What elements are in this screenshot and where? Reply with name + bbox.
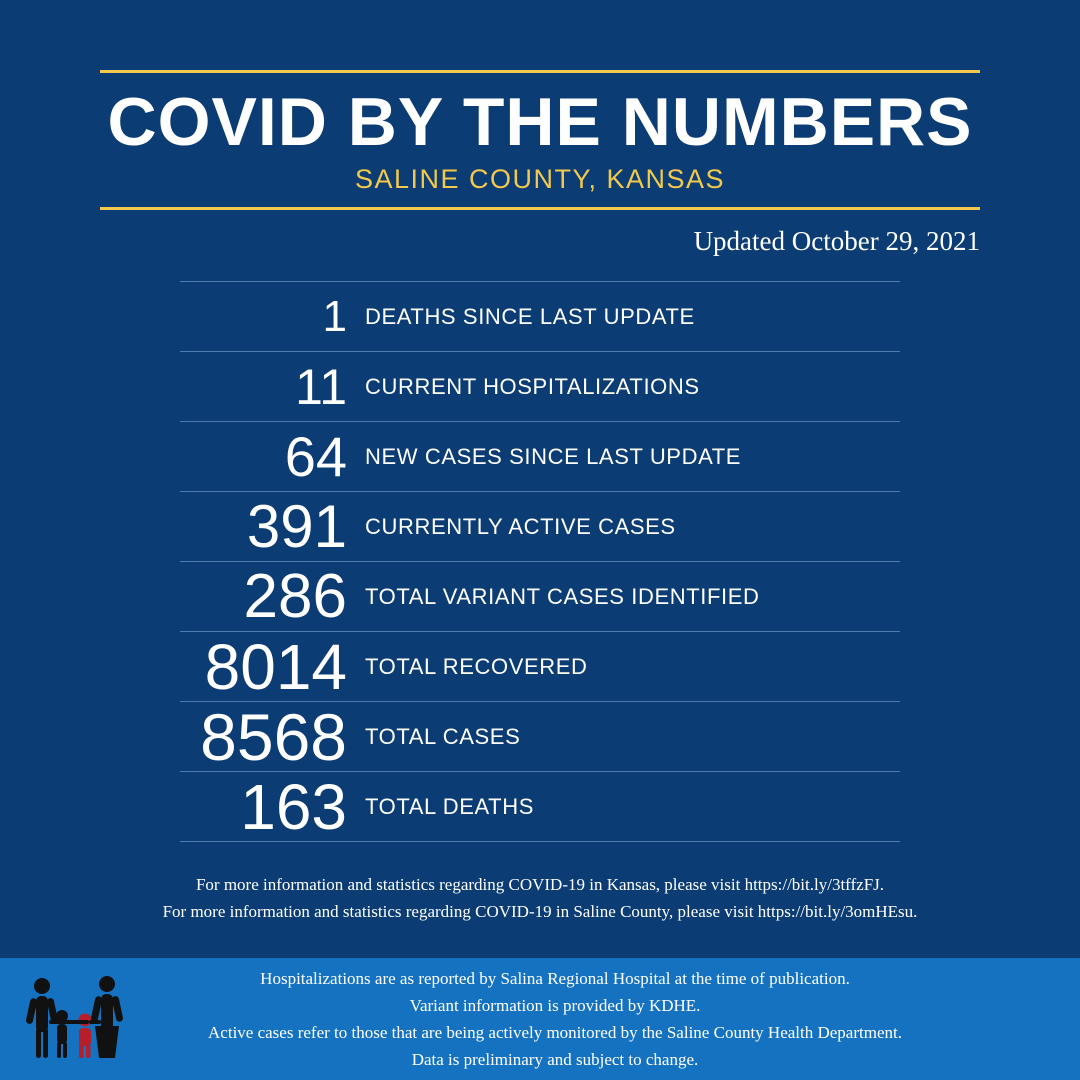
table-row	[180, 491, 900, 561]
table-row	[180, 631, 900, 701]
stat-value: 64	[284, 424, 347, 488]
stat-label: DEATHS SINCE LAST UPDATE	[365, 303, 695, 329]
footnote-line-2: For more information and statistics regarding COVID-19 in Saline County, please visit https://bit.ly/3omHEsu.	[162, 901, 918, 921]
stat-label: CURRENT HOSPITALIZATIONS	[365, 373, 700, 399]
stat-label: CURRENTLY ACTIVE CASES	[365, 513, 676, 539]
table-row	[180, 699, 900, 774]
table-row	[180, 281, 900, 351]
stat-value: 163	[240, 770, 347, 843]
stat-label: NEW CASES SINCE LAST UPDATE	[365, 443, 742, 469]
page-title: COVID BY THE NUMBERS	[107, 84, 973, 160]
bottom-band	[0, 958, 1080, 1080]
band-line-1: Hospitalizations are as reported by Salina Regional Hospital at the time of publication.	[260, 968, 850, 988]
bottom-band-text	[140, 965, 1080, 1074]
footnotes	[0, 872, 1080, 925]
footnote-line-1: For more information and statistics regarding COVID-19 in Kansas, please visit https://bit.ly/3tffzFJ.	[195, 875, 885, 895]
header-top-rule	[100, 70, 980, 73]
updated-date: Updated October 29, 2021	[693, 226, 980, 257]
stat-value: 391	[246, 492, 347, 560]
family-icon	[0, 976, 140, 1062]
table-row	[180, 561, 900, 631]
stat-label: TOTAL DEATHS	[365, 793, 534, 819]
table-row	[180, 771, 900, 842]
band-line-3: Active cases refer to those that are being actively monitored by the Saline County Health Department.	[208, 1023, 902, 1042]
band-line-2: Variant information is provided by KDHE.	[409, 995, 701, 1015]
stat-value: 8568	[200, 699, 347, 774]
stat-label: TOTAL VARIANT CASES IDENTIFIED	[365, 583, 760, 609]
stat-label: TOTAL RECOVERED	[365, 653, 588, 679]
stat-value: 8014	[204, 630, 347, 703]
stat-value: 11	[295, 358, 347, 415]
poster-header	[0, 0, 1080, 210]
stat-label: TOTAL CASES	[365, 723, 521, 749]
band-line-4: Data is preliminary and subject to change.	[411, 1050, 699, 1070]
page-subtitle: SALINE COUNTY, KANSAS	[354, 164, 726, 195]
stat-value: 1	[322, 291, 347, 341]
table-row	[180, 421, 900, 491]
stat-value: 286	[243, 561, 347, 631]
table-row	[180, 351, 900, 421]
stats-table	[180, 281, 900, 842]
